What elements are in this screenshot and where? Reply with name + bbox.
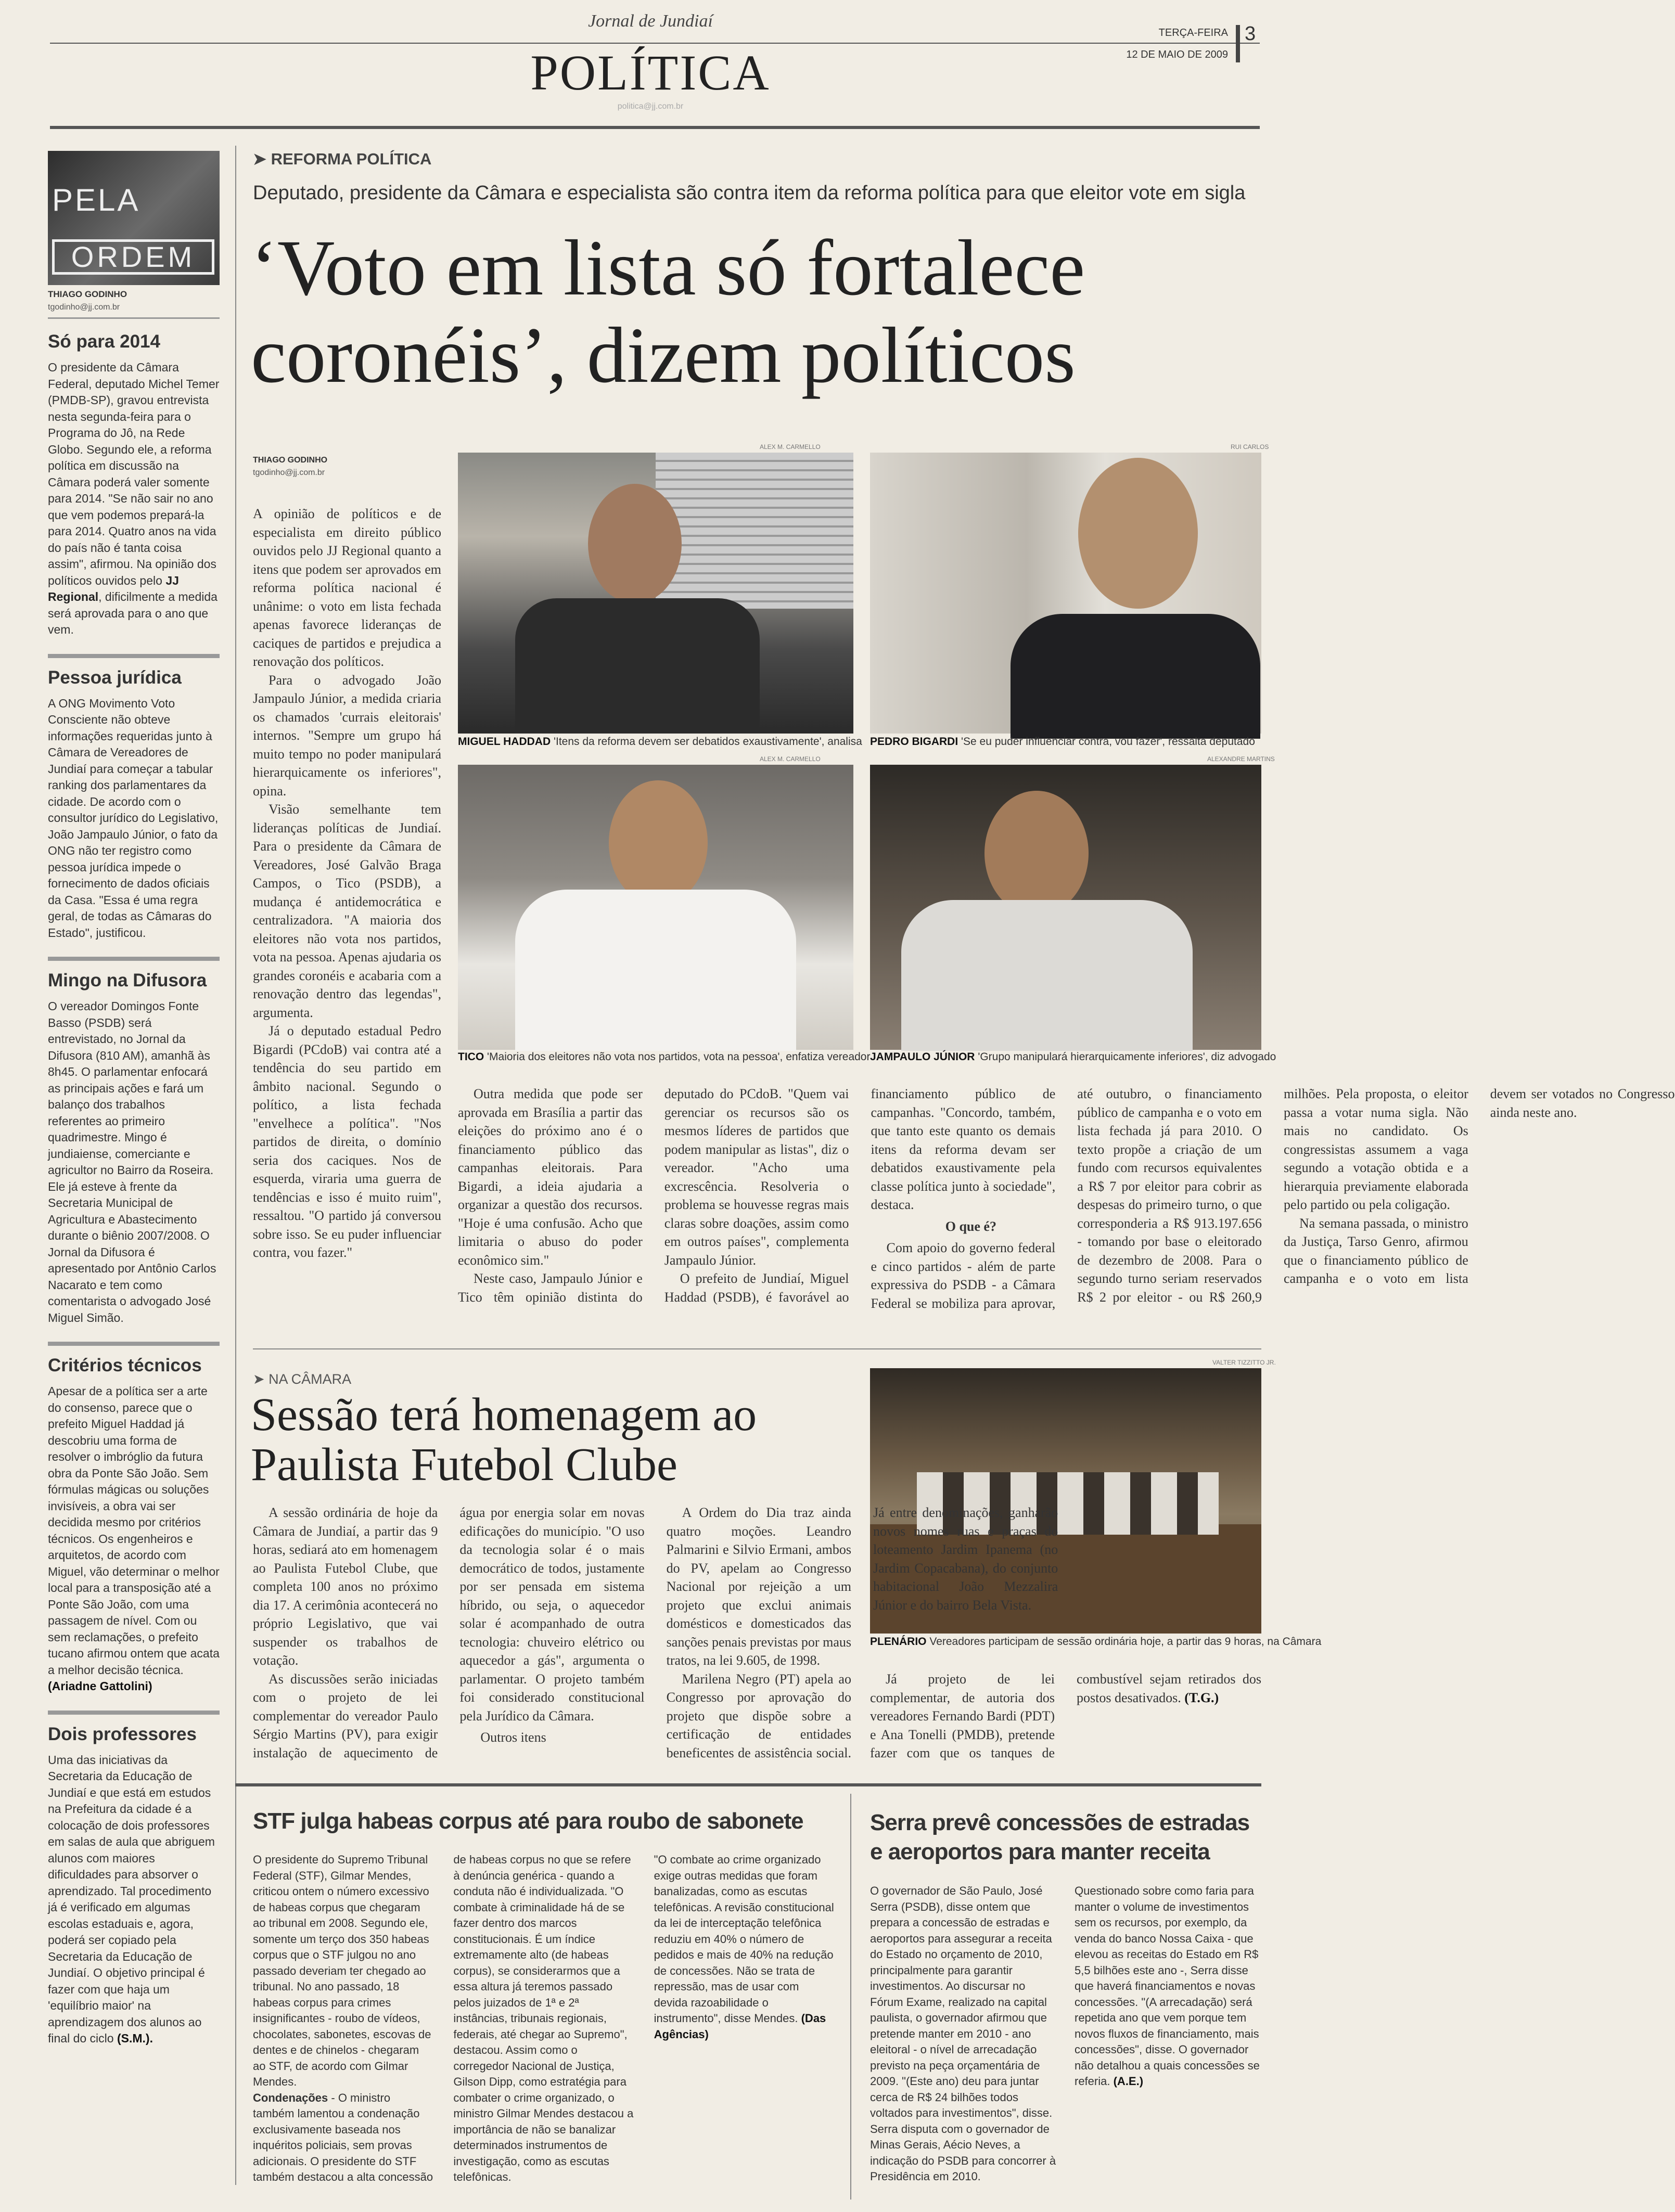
signature: (Das Agências) [654, 2012, 826, 2041]
paragraph: "O combate ao crime organizado exige outras medidas que foram banalizadas, como as escutas telefônicas. A revisão constitucional da lei de interceptação telefônica reduziu em 40% o número de pedidos e mais de 40% na redução de concessões. Não se trata de repressão, mas de usar com devida razoabilidade o instrumento", disse Mendes. (Das Agências) [654, 1853, 834, 2041]
subhead-outros-itens: Outros itens [480, 1730, 546, 1745]
column-logo-line2: ORDEM [52, 239, 214, 275]
arrow-icon: ➤ [253, 1371, 269, 1387]
masthead-bottom-rule [50, 126, 1260, 129]
second-body-cont [870, 1670, 1261, 1774]
section-rule [253, 1348, 1261, 1349]
arrow-icon: ➤ [253, 150, 271, 168]
main-subhead: Deputado, presidente da Câmara e especialista são contra item da reforma política para que eleitor vote em sigla [253, 182, 1246, 204]
second-headline: Sessão terá homenagem ao Paulista Futebol Clube [251, 1389, 757, 1490]
second-kicker: ➤ NA CÂMARA [253, 1371, 352, 1387]
main-body-lead [253, 505, 441, 1324]
paragraph: O governador de São Paulo, José Serra (PSDB), disse ontem que prepara a concessão de estradas e aeroportos para assegurar a receita do Estado no orçamento de 2010, principalmente para garantir investimentos. Ao discursar no Fórum Exame, realizado na capital paulista, o governador afirmou que pretende manter em 2010 - ano eleitoral - o nível de arrecadação previsto na peça orçamentária de 2009. "(Este ano) deu para juntar cerca de R$ 24 bilhões todos voltados para investimentos", disse. Serra disputa com o governador de Minas Gerais, Aécio Neves, a indicação do PSDB para concorrer à Presidência em 2010. [870, 1884, 1056, 2183]
photo-blinds [656, 453, 853, 609]
photo-figure-body [515, 890, 796, 1051]
photo-figure-body [515, 598, 760, 734]
paragraph: Na semana passada, o ministro da Justiça, Tarso Genro, afirmou que o financiamento público de campanha e o voto em lista devem ser votados no Congresso ainda neste ano. [1284, 1086, 1675, 1286]
photo-credit: ALEX M. CARMELLO [760, 755, 821, 763]
column-author: THIAGO GODINHO [48, 289, 127, 299]
photo-caption: JAMPAULO JÚNIOR 'Grupo manipulará hierarquicamente inferiores', diz advogado [870, 1051, 1276, 1063]
stf-headline: STF julga habeas corpus até para roubo de sabonete [253, 1808, 803, 1834]
date: 12 DE MAIO DE 2009 [1126, 49, 1228, 60]
second-body [253, 1503, 1058, 1774]
column-separator [48, 957, 220, 961]
paragraph: Neste caso, Jampaulo Júnior e Tico têm opinião distinta do deputado do PCdoB. "Quem vai gerenciar os recursos são os mesmos líderes de partidos que podem manipular as listas", diz o vereador. "Acho uma excrescência. Resolveria o problema se houvesse regras mais claras sobre doações, assim como em outros países", complementa Jampaulo Júnior. [458, 1086, 849, 1305]
main-body-cont [458, 1085, 1675, 1324]
paragraph: Para o advogado João Jampaulo Júnior, a medida criaria os chamados 'currais eleitorais' internos. "Sempre um grupo há muito tempo no poder manipulará hierarquicamente os inferiores", opina. [253, 672, 441, 799]
serra-headline: Serra prevê concessões de estradas e aeroportos para manter receita [870, 1810, 1250, 1864]
column-separator [48, 317, 220, 319]
column-heading: Critérios técnicos [48, 1355, 202, 1375]
column-section [48, 667, 220, 952]
main-headline: ‘Voto em lista só fortalece coronéis’, dizem políticos [251, 224, 1085, 400]
column-heading: Dois professores [48, 1724, 197, 1744]
signature: (T.G.) [1184, 1690, 1219, 1705]
column-separator [48, 1711, 220, 1715]
column-divider [235, 146, 236, 2185]
paragraph: A sessão ordinária de hoje da Câmara de Jundiaí, a partir das 9 horas, sediará ato em homenagem ao Paulista Futebol Clube, que completa 100 anos no próximo dia 17. A cerimônia acontecerá no próprio Legislativo, que vai suspender os trabalhos de votação. [253, 1505, 438, 1668]
photo-jampaulo-junior [870, 765, 1261, 1050]
column-section [48, 1724, 220, 2057]
photo-credit: RUI CARLOS [1231, 443, 1269, 451]
paragraph: Questionado sobre como faria para manter o volume de investimentos sem os recursos, por exemplo, da venda do banco Nossa Caixa - que elevou as receitas do Estado em R$ 5,5 bilhões este ano -, Serra disse que haverá financiamentos e novas concessões. "(A arrecadação) será repetida ano que vem porque tem novos fluxos de financiamento, mais concessões", disse. O governador não detalhou a quais concessões se referia. (A.E.) [1075, 1884, 1260, 2088]
main-kicker: ➤ REFORMA POLÍTICA [253, 150, 432, 168]
column-separator [48, 1342, 220, 1346]
column-section [48, 970, 220, 1336]
paragraph: Com apoio do governo federal e cinco partidos - além de parte expressiva do PSDB - a Câmara Federal se mobiliza para aprovar, até outubro, o financiamento público de campanha e o voto em lista fechada já para 2010. O texto propõe a criação de um fundo com recursos equivalentes a R$ 7 por eleitor para cobrir as despesas do primeiro turno, o que corresponderia a R$ 913.197.656 - tomando por base o eleitorado de dezembro de 2008. Para o segundo turno seriam reservados R$ 2 por eleitor - ou R$ 260,9 milhões. Pela proposta, o eleitor passa a votar numa sigla. Não mais no candidato. Os congressistas assumem a vaga segundo a votação obtida e a hierarquia previamente elaborada pelo partido ou pela coligação. [871, 1086, 1468, 1311]
column-pela-ordem [48, 151, 220, 2201]
photo-figure-head [609, 780, 708, 905]
paragraph: A opinião de políticos e de especialista em direito público ouvidos pelo JJ Regional quanto a itens que podem ser aprovados em reforma política nacional é unânime: o voto em lista fechada apenas favorece lideranças de caciques de partidos e prejudica a renovação dos políticos. [253, 506, 441, 669]
paragraph: Condenações - O ministro também lamentou a condenação exclusivamente baseada nos inquéritos policiais, sem provas adicionais. O presidente do STF também destacou a alta concessão de habeas corpus no que se refere à denúncia genérica - quando a conduta não é individualizada. "O combate à criminalidade há de se fazer dentro dos marcos constitucionais. É um índice extremamente alto (de habeas corpus), se considerarmos que a essa altura já teremos passado pelos juizados de 1ª e 2ª instâncias, tribunais regionais, federais, até chegar ao Supremo", destacou. Assim como o corregedor Nacional de Justiça, Gilson Dipp, como estratégia para combater o crime organizado, o ministro Gilmar Mendes destacou a importância de não se banalizar determinados instrumentos de investigação, como as escutas telefônicas. [253, 1853, 634, 2183]
photo-pedro-bigardi [870, 453, 1261, 734]
column-heading: Pessoa jurídica [48, 667, 182, 688]
paragraph: Já projeto de lei complementar, de autoria dos vereadores Fernando Bardi (PDT) e Ana Tonelli (PMDB), pretende fazer com que os tanques de combustível sejam retirados dos postos desativados. (T.G.) [870, 1671, 1261, 1760]
column-body: O presidente da Câmara Federal, deputado Michel Temer (PMDB-SP), gravou entrevista nesta segunda-feira para o Programa do Jô, na Rede Globo. Segundo ele, a reforma política em discussão na Câmara poderá valer somente para 2014. "Se não sair no ano que vem podemos prepará-la para 2014. Quatro anos na vida do país não é tanta coisa assim", afirmou. Na opinião dos políticos ouvidos pelo JJ Regional, dificilmente a medida será aprovada para o ano que vem. [48, 361, 220, 636]
page-number: 3 [1245, 23, 1256, 45]
photo-figure-body [901, 900, 1193, 1051]
photo-tico [458, 765, 853, 1050]
main-email[interactable]: tgodinho@jj.com.br [253, 468, 325, 477]
page-marker [1236, 25, 1240, 62]
subhead-o-que-e: O que é? [945, 1218, 996, 1234]
paragraph: O prefeito de Jundiaí, Miguel Haddad (PSDB), é favorável ao financiamento público de campanhas. "Concordo, também, que tanto este quanto os demais itens da reforma devam ser debatidos exaustivamente pela classe política junto à sociedade", destaca. [664, 1086, 1056, 1305]
signature: (Ariadne Gattolini) [48, 1679, 152, 1693]
column-section [48, 331, 220, 649]
serra-body [870, 1883, 1261, 2201]
photo-figure-body [1011, 614, 1260, 739]
column-body: O vereador Domingos Fonte Basso (PSDB) será entrevistado, no Jornal da Difusora (810 AM), amanhã às 8h45. O parlamentar enfocará as principais ações e fará um balanço dos trabalhos referentes ao primeiro quadrimestre. Mingo é jundiaiense, comerciante e agricultor no Bairro da Roseira. Ele já esteve à frente da Secretaria Municipal de Agricultura e Abastecimento durante o biênio 2007/2008. O Jornal da Difusora é apresentado por Antônio Carlos Nacarato e tem como comentarista o advogado José Miguel Simão. [48, 999, 216, 1324]
photo-figure-head [984, 791, 1089, 916]
masthead [0, 0, 1304, 125]
column-body: Apesar de a política ser a arte do consenso, parece que o prefeito Miguel Haddad já descobriu uma forma de resolver o imbróglio da futura obra da Ponte São João. Sem fórmulas mágicas ou soluções invisíveis, a obra vai ser decidida mesmo por critérios técnicos. Os engenheiros e arquitetos, de acordo com Miguel, vão determinar o melhor local para a transposição até a Ponte São João, com uma passagem de nível. Com ou sem reclamações, o prefeito tucano afirmou ontem que acata a melhor decisão técnica. (Ariadne Gattolini) [48, 1384, 220, 1693]
photo-credit: VALTER TIZZITTO JR. [1212, 1359, 1276, 1366]
stf-body [253, 1852, 836, 2201]
paragraph: A Ordem do Dia traz ainda quatro moções. Leandro Palmarini e Silvio Ermani, ambos do PV, apelam ao Congresso Nacional por rejeição a um projeto que exclui animais domésticos e domesticados das sanções penais previstas por maus tratos, na lei 9.605, de 1998. [666, 1505, 851, 1668]
bottom-top-rule [235, 1783, 1261, 1786]
column-heading: Mingo na Difusora [48, 970, 207, 991]
main-author: THIAGO GODINHO [253, 456, 328, 465]
paragraph: Outra medida que pode ser aprovada em Brasília a partir das eleições do próximo ano é o financiamento público das campanhas eleitorais. Para Bigardi, a ideia ajudaria a organizar a questão dos recursos. "Hoje é uma confusão. Acho que limitaria o abuso do poder econômico sim." [458, 1086, 643, 1268]
paragraph: As discussões serão iniciadas com o projeto de lei complementar do vereador Paulo Sérgio Martins (PV), para exigir instalação de aquecimento de água por energia solar em novas edificações do município. "O uso da tecnologia solar é o mais democrático de todos, justamente por ser pensada em sistema híbrido, ou seja, o aquecedor solar é acompanhado de outra tecnologia: chuveiro elétrico ou aquecedor a gás", argumenta o parlamentar. O projeto também foi considerado constitucional pela Jurídico da Câmara. [253, 1505, 645, 1760]
photo-caption: PLENÁRIO Vereadores participam de sessão ordinária hoje, a partir das 9 horas, na Câmara [870, 1636, 1322, 1648]
paragraph: Marilena Negro (PT) apela ao Congresso por aprovação do projeto que dispõe sobre a certificação de entidades beneficentes de assistência social. Já entre denominações, ganharão novos nomes ruas e praças do loteamento Jardim Ipanema (no Jardim Copacabana), do conjunto habitacional João Mezzalira Júnior e do bairro Bela Vista. [666, 1505, 1058, 1760]
photo-caption: TICO 'Maioria dos eleitores não vota nos partidos, vota na pessoa', enfatiza vereador [458, 1051, 871, 1063]
signature: (A.E.) [1113, 2075, 1144, 2088]
column-logo-line1: PELA [52, 183, 140, 217]
photo-credit: ALEXANDRE MARTINS [1207, 755, 1275, 763]
paper-name: Jornal de Jundiaí [588, 11, 713, 31]
column-heading: Só para 2014 [48, 331, 160, 352]
column-separator [48, 654, 220, 658]
column-logo [48, 151, 220, 285]
section-title: POLÍTICA [530, 45, 771, 100]
photo-miguel-haddad [458, 453, 853, 734]
photo-credit: ALEX M. CARMELLO [760, 443, 821, 451]
signature: (S.M.). [117, 2031, 153, 2045]
photo-figure-head [588, 484, 682, 603]
section-email[interactable]: politica@jj.com.br [617, 102, 684, 111]
column-divider [850, 1794, 851, 2200]
photo-caption: PEDRO BIGARDI 'Se eu puder influenciar contra, vou fazer', ressalta deputado [870, 736, 1255, 748]
paragraph: O presidente do Supremo Tribunal Federal (STF), Gilmar Mendes, criticou ontem o número excessivo de habeas corpus que chegaram ao tribunal em 2008. Segundo ele, somente um terço dos 350 habeas corpus que o STF julgou no ano passado deveriam ter chegado ao tribunal. No ano passado, 18 habeas corpus para crimes insignificantes - roubo de vídeos, chocolates, sabonetes, escovas de dentes e de chinelos - chegaram ao STF, de acordo com Gilmar Mendes. [253, 1853, 431, 2088]
paragraph: Visão semelhante tem lideranças políticas de Jundiaí. Para o presidente da Câmara de Vereadores, José Galvão Braga Campos, o Tico (PSDB), a mudança é antidemocrática e centralizadora. "A maioria dos eleitores não vota nos partidos, vota na pessoa. Apenas ajudaria os grandes coronéis e acabaria com a renovação dentro das legendas", argumenta. [253, 802, 441, 1020]
column-email[interactable]: tgodinho@jj.com.br [48, 303, 120, 312]
paragraph: Já o deputado estadual Pedro Bigardi (PCdoB) vai contra até a tendência do seu partido em âmbito nacional. Segundo o político, a lista fechada "envelhece a política". "Nos partidos de direita, o domínio seria dos caciques. Nos de esquerda, viraria uma guerra de tendências e isso é muito ruim", ressaltou. "O partido já conversou sobre isso. Se eu puder influenciar contra, vou fazer." [253, 1023, 441, 1260]
column-body: A ONG Movimento Voto Consciente não obteve informações requeridas junto à Câmara de Vereadores de Jundiaí para começar a tabular ranking dos parlamentares da cidade. De acordo com o consultor jurídico do Legislativo, João Jampaulo Júnior, o fato da ONG não ter registro como pessoa jurídica impede o fornecimento de dados oficiais da Casa. "Essa é uma regra geral, de todas as Câmaras do Estado", justificou. [48, 696, 219, 940]
column-section [48, 1355, 220, 1705]
column-body: Uma das iniciativas da Secretaria da Educação de Jundiaí e que está em estudos na Prefeitura da cidade é a colocação de dois professores em salas de aula que abriguem alunos com maiores dificuldades para absorver o aprendizado. Tal procedimento já é verificado em algumas escolas estaduais e, agora, poderá ser copiado pela Secretaria da Educação de Jundiaí. O objetivo principal é fazer com que haja um 'equilíbrio maior' na aprendizagem dos alunos ao final do ciclo (S.M.). [48, 1753, 215, 2045]
photo-caption: MIGUEL HADDAD 'Itens da reforma devem ser debatidos exaustivamente', analisa [458, 736, 862, 748]
photo-figure-head [1078, 458, 1198, 609]
weekday: TERÇA-FEIRA [1158, 27, 1228, 38]
